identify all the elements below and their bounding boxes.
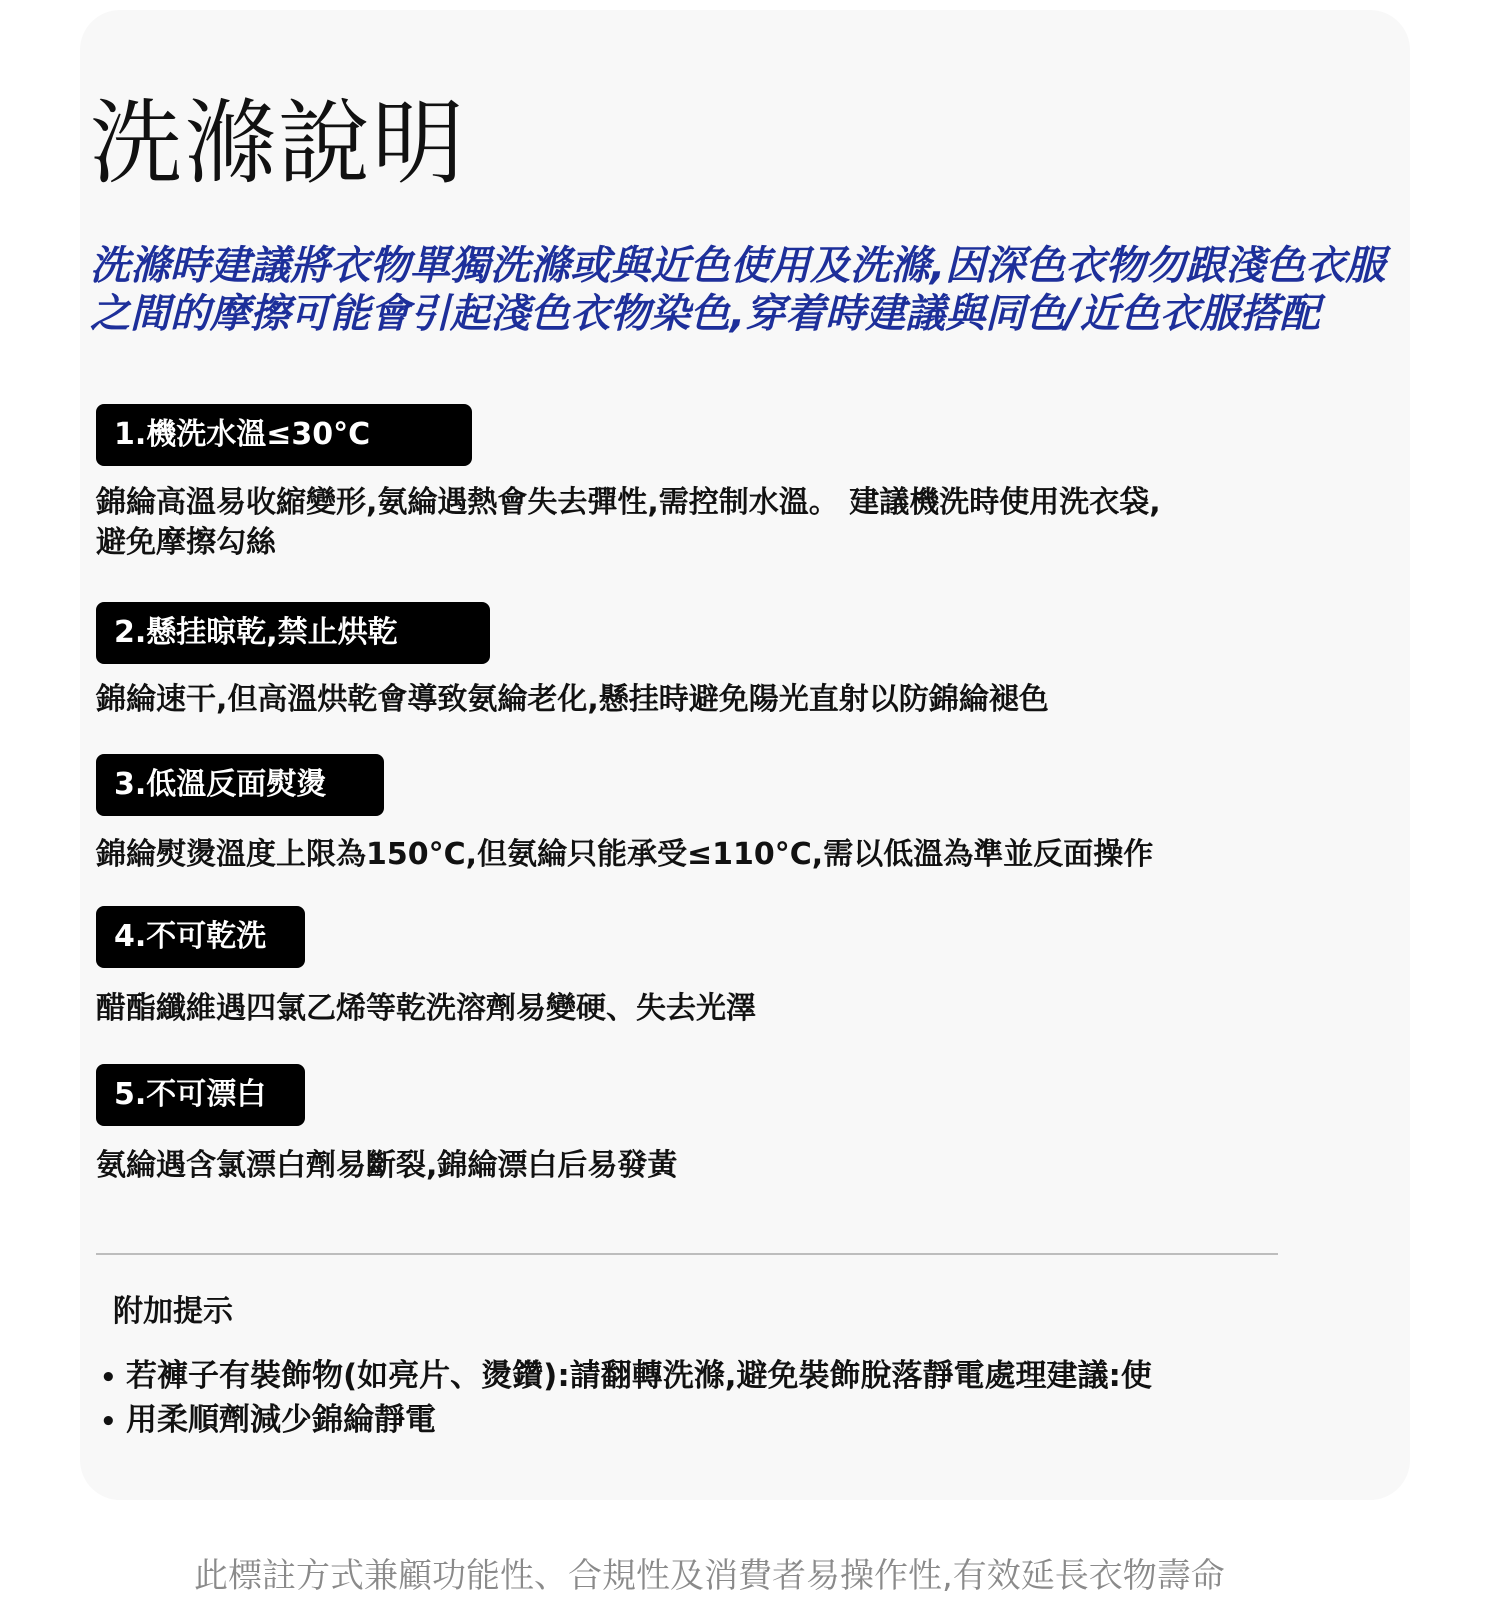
tip-text: 若褲子有裝飾物(如亮片、燙鑽):請翻轉洗滌,避免裝飾脫落靜電處理建議:使 — [126, 1358, 1152, 1394]
section-2-badge: 2.懸挂晾乾,禁止烘乾 — [96, 602, 490, 664]
description-line: 醋酯纖維遇四氯乙烯等乾洗溶劑易變硬、失去光澤 — [96, 991, 756, 1026]
footer-note: 此標註方式兼顧功能性、合規性及消費者易操作性,有效延長衣物壽命 — [194, 1556, 1225, 1596]
section-4-description — [96, 989, 756, 1029]
bullet-icon: • — [100, 1407, 117, 1437]
bullet-icon: • — [100, 1363, 117, 1393]
tip-text: 用柔順劑減少錦綸靜電 — [126, 1402, 436, 1438]
extra-tips-list — [100, 1355, 1152, 1443]
section-1-description — [96, 483, 1161, 563]
section-2-description — [96, 680, 1049, 720]
extra-tips-heading: 附加提示 — [113, 1294, 233, 1329]
section-5-description — [96, 1146, 677, 1186]
section-3-description — [96, 835, 1153, 875]
section-3-badge: 3.低溫反面熨燙 — [96, 754, 384, 816]
list-item — [100, 1355, 1152, 1399]
description-line: 錦綸速干,但高溫烘乾會導致氨綸老化,懸挂時避免陽光直射以防錦綸褪色 — [96, 682, 1049, 717]
description-line: 錦綸熨燙溫度上限為150°C,但氨綸只能承受≤110°C,需以低溫為準並反面操作 — [96, 837, 1154, 872]
list-item — [100, 1399, 1152, 1443]
page-title: 洗滌說明 — [90, 90, 467, 197]
section-divider — [96, 1253, 1278, 1255]
intro-note — [90, 242, 1490, 338]
section-5-badge: 5.不可漂白 — [96, 1064, 305, 1126]
section-1-badge: 1.機洗水溫≤30°C — [96, 404, 472, 466]
intro-line: 洗滌時建議將衣物單獨洗滌或與近色使用及洗滌,因深色衣物勿跟淺色衣服 — [90, 243, 1386, 289]
intro-line: 之間的摩擦可能會引起淺色衣物染色,穿着時建議與同色/近色衣服搭配 — [90, 291, 1320, 337]
section-4-badge: 4.不可乾洗 — [96, 906, 305, 968]
description-line: 氨綸遇含氯漂白劑易斷裂,錦綸漂白后易發黃 — [96, 1148, 678, 1183]
description-line: 避免摩擦勾絲 — [96, 525, 276, 560]
description-line: 錦綸高溫易收縮變形,氨綸遇熱會失去彈性,需控制水溫。 建議機洗時使用洗衣袋, — [96, 485, 1161, 520]
